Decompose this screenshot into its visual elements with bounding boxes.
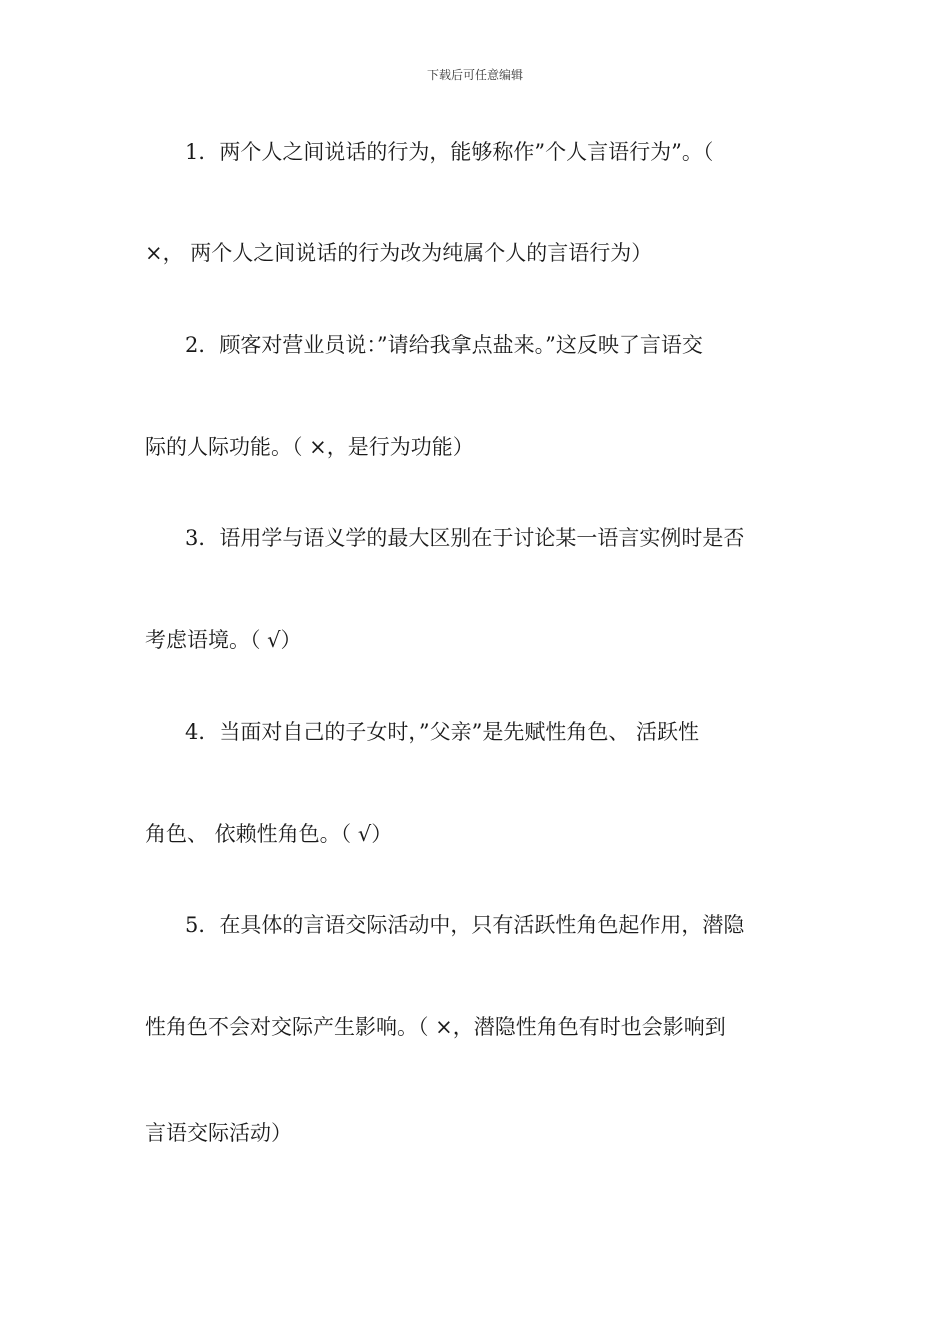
item-4-line-2: 角色、 依赖性角色。（ √）	[145, 822, 393, 846]
item-5-line-1: 5．在具体的言语交际活动中，只有活跃性角色起作用，潜隐	[185, 913, 745, 937]
item-4-line-1: 4．当面对自己的子女时，”父亲”是先赋性角色、 活跃性	[185, 720, 700, 744]
item-2-line-1: 2．顾客对营业员说：”请给我拿点盐来。”这反映了言语交	[185, 333, 703, 357]
item-1-line-2: ×， 两个人之间说话的行为改为纯属个人的言语行为）	[145, 241, 653, 265]
item-3-line-1: 3．语用学与语义学的最大区别在于讨论某一语言实例时是否	[185, 526, 745, 550]
page-header: 下载后可任意编辑	[426, 68, 523, 82]
item-5-line-2: 性角色不会对交际产生影响。（ ×，潜隐性角色有时也会影响到	[145, 1015, 726, 1039]
item-3-line-2: 考虑语境。（ √）	[145, 628, 302, 652]
item-1-line-1: 1．两个人之间说话的行为，能够称作”个人言语行为”。（	[185, 140, 714, 164]
item-2-line-2: 际的人际功能。（ ×，是行为功能）	[145, 435, 474, 459]
item-5-line-3: 言语交际活动）	[145, 1121, 292, 1145]
